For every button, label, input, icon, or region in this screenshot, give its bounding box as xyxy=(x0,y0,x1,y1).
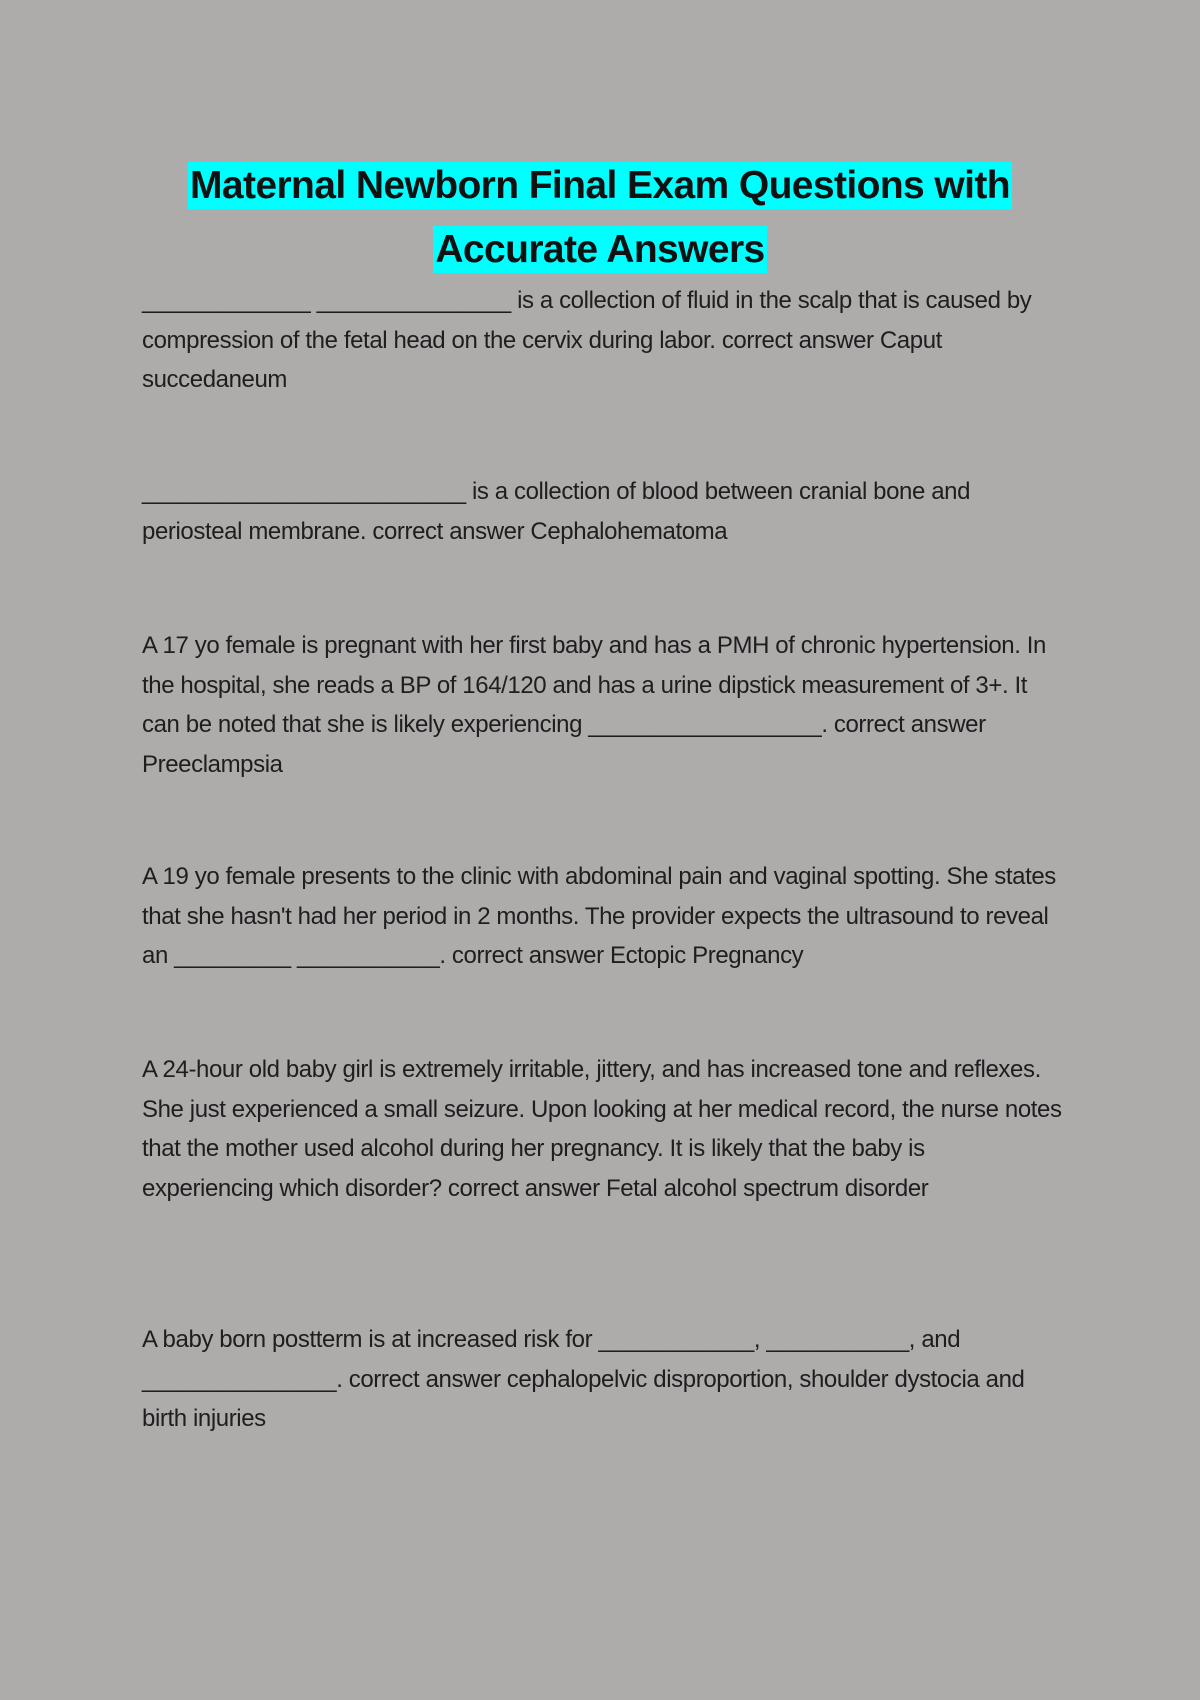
question-item-6: A baby born postterm is at increased risk for ____________, ___________, and _______________. correct answer cephalopelvic disproportion, shoulder dystocia and birth injuries xyxy=(142,1326,1025,1432)
document-title xyxy=(130,154,1070,282)
question-item-4: A 19 yo female presents to the clinic with abdominal pain and vaginal spotting. She states that she hasn't had her period in 2 months. The provider expects the ultrasound to reveal an _________ ___________. correct answer Ectopic Pregnancy xyxy=(142,863,1056,969)
question-item-5: A 24-hour old baby girl is extremely irritable, jittery, and has increased tone and reflexes. She just experienced a small seizure. Upon looking at her medical record, the nurse notes that the mother used alcohol during her pregnancy. It is likely that the baby is experiencing which disorder? correct answer Fetal alcohol spectrum disorder xyxy=(142,1056,1062,1202)
question-item-2: _________________________ is a collection of blood between cranial bone and periosteal membrane. correct answer Cephalohematoma xyxy=(142,478,971,545)
question-item-3: A 17 yo female is pregnant with her first baby and has a PMH of chronic hypertension. In the hospital, she reads a BP of 164/120 and has a urine dipstick measurement of 3+. It can be noted that she is likely experiencing __________________. correct answer Preeclampsia xyxy=(142,632,1046,778)
document-title-text: Maternal Newborn Final Exam Questions with Accurate Answers xyxy=(190,164,1010,271)
question-item-1: _____________ _______________ is a collection of fluid in the scalp that is caused by compression of the fetal head on the cervix during labor. correct answer Caput succedaneum xyxy=(142,287,1032,393)
